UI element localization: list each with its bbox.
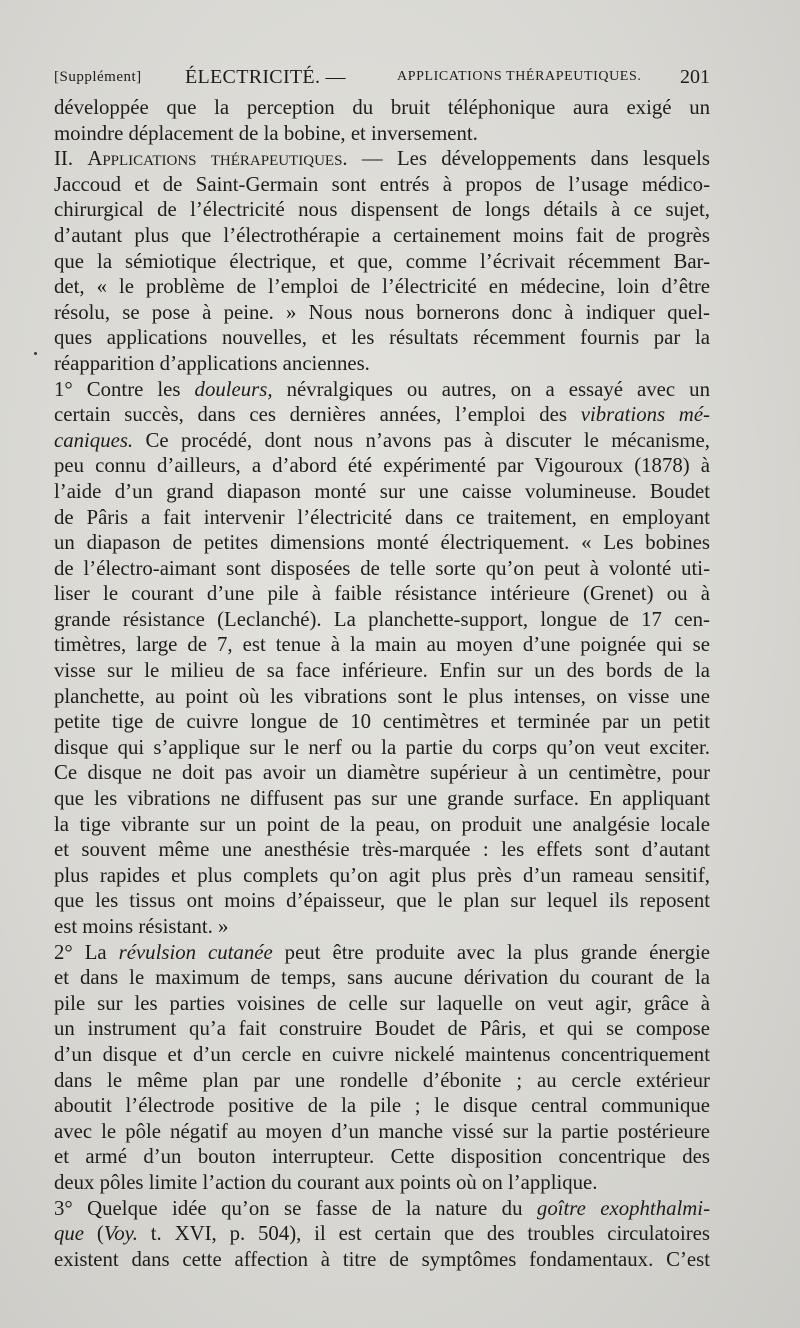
text-line: avec le pôle négatif au moyen d’un manche vissé sur la partie postérieure xyxy=(54,1119,710,1143)
text-line: résolu, se pose à peine. » Nous nous bornerons donc à indiquer quel- xyxy=(54,300,710,324)
text-segment: névralgiques ou autres, on a essayé avec un xyxy=(272,377,710,401)
text-line: et dans le maximum de temps, sans aucune dérivation du courant de la xyxy=(54,966,710,990)
italic-term: que xyxy=(54,1222,85,1246)
text-line xyxy=(54,1196,710,1222)
text-line xyxy=(54,377,710,403)
text-line: moindre déplacement de la bobine, et inversement. xyxy=(54,121,478,145)
text-segment: 3° Quelque idée qu’on se fasse de la nature du xyxy=(54,1196,537,1220)
text-segment: 1° Contre les xyxy=(54,377,195,401)
text-line: deux pôles limite l’action du courant aux points où on l’applique. xyxy=(54,1170,598,1194)
text-line: existent dans cette affection à titre de symptômes fondamentaux. C’est xyxy=(54,1247,710,1271)
text-line: d’autant plus que l’électrothérapie a certainement moins fait de progrès xyxy=(54,223,710,247)
italic-term: douleurs, xyxy=(194,377,273,401)
text-line: disque qui s’applique sur le nerf ou la partie du corps qu’on veut exciter. xyxy=(54,735,710,759)
text-line: visse sur le milieu de sa face inférieure. Enfin sur un des bords de la xyxy=(54,659,710,683)
running-header xyxy=(54,62,710,92)
italic-term: vibrations mé- xyxy=(580,403,710,427)
text-line: un instrument qu’a fait construire Boudet de Pâris, et qui se compose xyxy=(54,1017,710,1041)
text-line: est moins résistant. » xyxy=(54,915,229,938)
section-label: [Supplément] xyxy=(54,69,142,85)
text-line: que les vibrations ne diffusent pas sur une grande surface. En appliquant xyxy=(54,787,710,811)
text-line: d’un disque et d’un cercle en cuivre nickelé maintenus concentriquement xyxy=(54,1042,710,1066)
text-line: liser le courant d’une pile à faible résistance intérieure (Grenet) ou à xyxy=(54,582,710,606)
margin-dot xyxy=(34,352,37,355)
section-heading: Applications thérapeutiques. xyxy=(87,147,348,171)
text-line: planchette, au point où les vibrations sont le plus intenses, on visse une xyxy=(54,684,710,708)
text-segment: II. xyxy=(54,147,88,171)
text-line: développée que la perception du bruit téléphonique aura exigé un xyxy=(54,96,710,119)
text-segment: Ce procédé, dont nous n’avons pas à discuter le mécanisme, xyxy=(133,428,710,452)
text-line: peu connu d’ailleurs, a d’abord été expérimenté par Vigouroux (1878) à xyxy=(54,454,710,478)
text-line: dans le même plan par une rondelle d’ébonite ; au cercle extérieur xyxy=(54,1068,710,1092)
text-segment: — Les développements dans lesquels xyxy=(347,147,711,171)
italic-term: goître exophthalmi- xyxy=(536,1196,710,1220)
chapter-title: ÉLECTRICITÉ. — xyxy=(185,66,346,88)
text-line: réapparition d’applications anciennes. xyxy=(54,351,370,375)
text-line: la tige vibrante sur un point de la peau, on produit une analgésie locale xyxy=(54,812,710,836)
text-line: que les tissus ont moins d’épaisseur, que le plan sur lequel ils reposent xyxy=(54,889,710,913)
text-line: ques applications nouvelles, et les résultats récemment fournis par la xyxy=(54,326,710,350)
text-line: grande résistance (Leclanché). La planchette-support, longue de 17 cen- xyxy=(54,607,710,631)
text-line xyxy=(54,428,710,454)
italic-term: Voy. xyxy=(103,1222,138,1246)
text-line: et souvent même une anesthésie très-marquée : les effets sont d’autant xyxy=(54,838,710,862)
text-segment: certain succès, dans ces dernières années, l’emploi des xyxy=(54,403,581,427)
text-line: timètres, large de 7, est tenue à la main au moyen d’une poignée qui se xyxy=(54,633,710,657)
italic-term: révulsion cutanée xyxy=(118,940,273,964)
chapter-subtitle: APPLICATIONS THÉRAPEUTIQUES. xyxy=(397,69,642,84)
text-line: petite tige de cuivre longue de 10 centimètres et terminée par un petit xyxy=(54,710,710,734)
text-line: un diapason de petites dimensions monté électriquement. « Les bobines xyxy=(54,531,710,555)
body-text xyxy=(54,95,710,1272)
text-line: pile sur les parties voisines de celle sur laquelle on veut agir, grâce à xyxy=(54,991,710,1015)
text-line: et armé d’un bouton interrupteur. Cette disposition concentrique des xyxy=(54,1145,710,1169)
italic-term: caniques. xyxy=(54,428,134,452)
text-line: l’aide d’un grand diapason monté sur une caisse volumineuse. Boudet xyxy=(54,479,710,503)
text-line: Ce disque ne doit pas avoir un diamètre supérieur à un centimètre, pour xyxy=(54,761,710,785)
text-line: aboutit l’électrode positive de la pile ; le disque central communique xyxy=(54,1094,710,1118)
page-number: 201 xyxy=(680,66,710,88)
text-segment: 2° La xyxy=(54,940,119,964)
text-line xyxy=(54,402,710,428)
text-segment: peut être produite avec la plus grande énergie xyxy=(272,940,710,964)
text-line: det, « le problème de l’emploi de l’électricité en médecine, loin d’être xyxy=(54,275,710,299)
text-line: chirurgical de l’électricité nous dispensent de longs détails à ce sujet, xyxy=(54,198,710,222)
text-line: que la sémiotique électrique, et que, comme l’écrivait récemment Bar- xyxy=(54,249,710,273)
text-segment: t. XVI, p. 504), il est certain que des troubles circulatoires xyxy=(137,1222,711,1246)
text-line: plus rapides et plus complets qu’on agit plus près d’un rameau sensitif, xyxy=(54,863,710,887)
text-line xyxy=(54,940,710,966)
text-segment: ( xyxy=(84,1222,104,1246)
text-line xyxy=(54,1221,710,1247)
text-line: Jaccoud et de Saint-Germain sont entrés à propos de l’usage médico- xyxy=(54,172,710,196)
text-line: de Pâris a fait intervenir l’électricité dans ce traitement, en employant xyxy=(54,505,710,529)
text-line xyxy=(54,146,710,172)
text-line: de l’électro-aimant sont disposées de telle sorte qu’on peut à volonté uti- xyxy=(54,556,710,580)
